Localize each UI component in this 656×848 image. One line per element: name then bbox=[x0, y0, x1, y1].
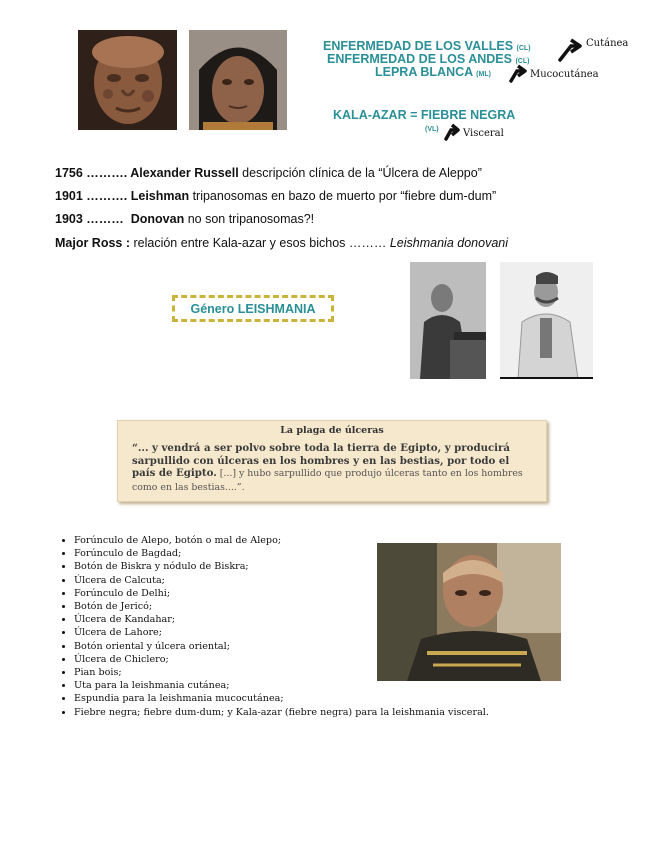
dots: ………. bbox=[82, 166, 131, 180]
header-line2 bbox=[327, 52, 529, 66]
list-item: • Úlcera de Chiclero; bbox=[74, 653, 544, 666]
history-year: 1903 bbox=[55, 212, 83, 226]
header-line1 bbox=[323, 39, 531, 53]
list-item: • Botón de Jericó; bbox=[74, 600, 544, 613]
history-text: tripanosomas en bazo de muerto por “fiebre dum-dum” bbox=[189, 189, 497, 203]
list-item: • Úlcera de Kandahar; bbox=[74, 613, 544, 626]
list-item: • Espundia para la leishmania mucocutánea; bbox=[74, 692, 544, 705]
label-mucocutanea: Mucocutánea bbox=[530, 69, 599, 80]
plaga-quote bbox=[132, 442, 532, 494]
movie-still-photo bbox=[377, 543, 561, 681]
history-person: Major Ross : bbox=[55, 236, 131, 250]
cl-tag: (CL) bbox=[516, 45, 531, 52]
genero-label: Género LEISHMANIA bbox=[190, 301, 316, 316]
list-item: • Uta para la leishmania cutánea; bbox=[74, 679, 544, 692]
disease-name-andes: ENFERMEDAD DE LOS ANDES bbox=[327, 52, 512, 66]
ml-tag: (ML) bbox=[476, 71, 491, 78]
list-item: • Forúnculo de Alepo, botón o mal de Alepo; bbox=[74, 534, 544, 547]
plaga-title: La plaga de úlceras bbox=[280, 425, 384, 436]
history-line-ross bbox=[55, 236, 508, 250]
statue-face-photo bbox=[78, 30, 177, 130]
list-item: • Botón de Biskra y nódulo de Biskra; bbox=[74, 560, 544, 573]
history-text: no son tripanosomas?! bbox=[184, 212, 315, 226]
dots: ………. bbox=[82, 189, 131, 203]
disease-name-valles: ENFERMEDAD DE LOS VALLES bbox=[323, 39, 514, 53]
ross-portrait-photo bbox=[410, 262, 486, 379]
list-item: • Forúnculo de Delhi; bbox=[74, 587, 544, 600]
disease-name-lepra: LEPRA BLANCA bbox=[375, 65, 473, 79]
plaga-quote-main: “... y vendrá a ser polvo sobre toda la tierra de Egipto, y producirá sarpullido con úlceras en los hombres y en las bestias, por todo el país de Egipto. bbox=[132, 442, 511, 480]
vl-tag: (VL) bbox=[425, 126, 439, 133]
history-line-1903 bbox=[55, 212, 314, 226]
leishman-portrait-photo bbox=[500, 262, 593, 379]
list-item: • Botón oriental y úlcera oriental; bbox=[74, 640, 544, 653]
history-year: 1901 bbox=[55, 189, 83, 203]
plaga-quote-continuation: [...] y hubo sarpullido que produjo úlceras tanto en los hombres como en las bestias....”. bbox=[132, 468, 523, 493]
history-text: descripción clínica de la “Úlcera de Aleppo” bbox=[238, 166, 482, 180]
history-person: Leishman bbox=[130, 189, 190, 203]
label-cutanea: Cutánea bbox=[586, 38, 629, 49]
history-person: Alexander Russell bbox=[130, 166, 239, 180]
list-item: • Pian bois; bbox=[74, 666, 544, 679]
list-item: • Úlcera de Calcuta; bbox=[74, 574, 544, 587]
history-year: 1756 bbox=[55, 166, 83, 180]
history-person: Donovan bbox=[130, 212, 185, 226]
plaga-quote-box bbox=[117, 420, 547, 502]
history-text: relación entre Kala-azar y esos bichos ……… bbox=[130, 236, 390, 250]
cl-tag: (CL) bbox=[515, 58, 530, 65]
history-line-1901 bbox=[55, 189, 496, 203]
kala-azar-title: KALA-AZAR = FIEBRE NEGRA bbox=[333, 108, 516, 122]
list-item: • Forúnculo de Bagdad; bbox=[74, 547, 544, 560]
dots: ……… bbox=[82, 212, 131, 226]
arrow-visceral-icon bbox=[442, 121, 464, 141]
species-name: Leishmania donovani bbox=[389, 236, 508, 250]
patient-face-photo bbox=[189, 30, 287, 130]
header-line3 bbox=[375, 65, 491, 79]
history-line-1756 bbox=[55, 166, 482, 180]
label-visceral: Visceral bbox=[463, 128, 504, 139]
list-item: • Úlcera de Lahore; bbox=[74, 626, 544, 639]
list-item: • Fiebre negra; fiebre dum-dum; y Kala-azar (fiebre negra) para la leishmania visceral. bbox=[74, 706, 544, 719]
arrow-cutanea-icon bbox=[557, 36, 587, 64]
genero-leishmania-box bbox=[172, 295, 334, 322]
arrow-mucocutanea-icon bbox=[507, 63, 531, 83]
